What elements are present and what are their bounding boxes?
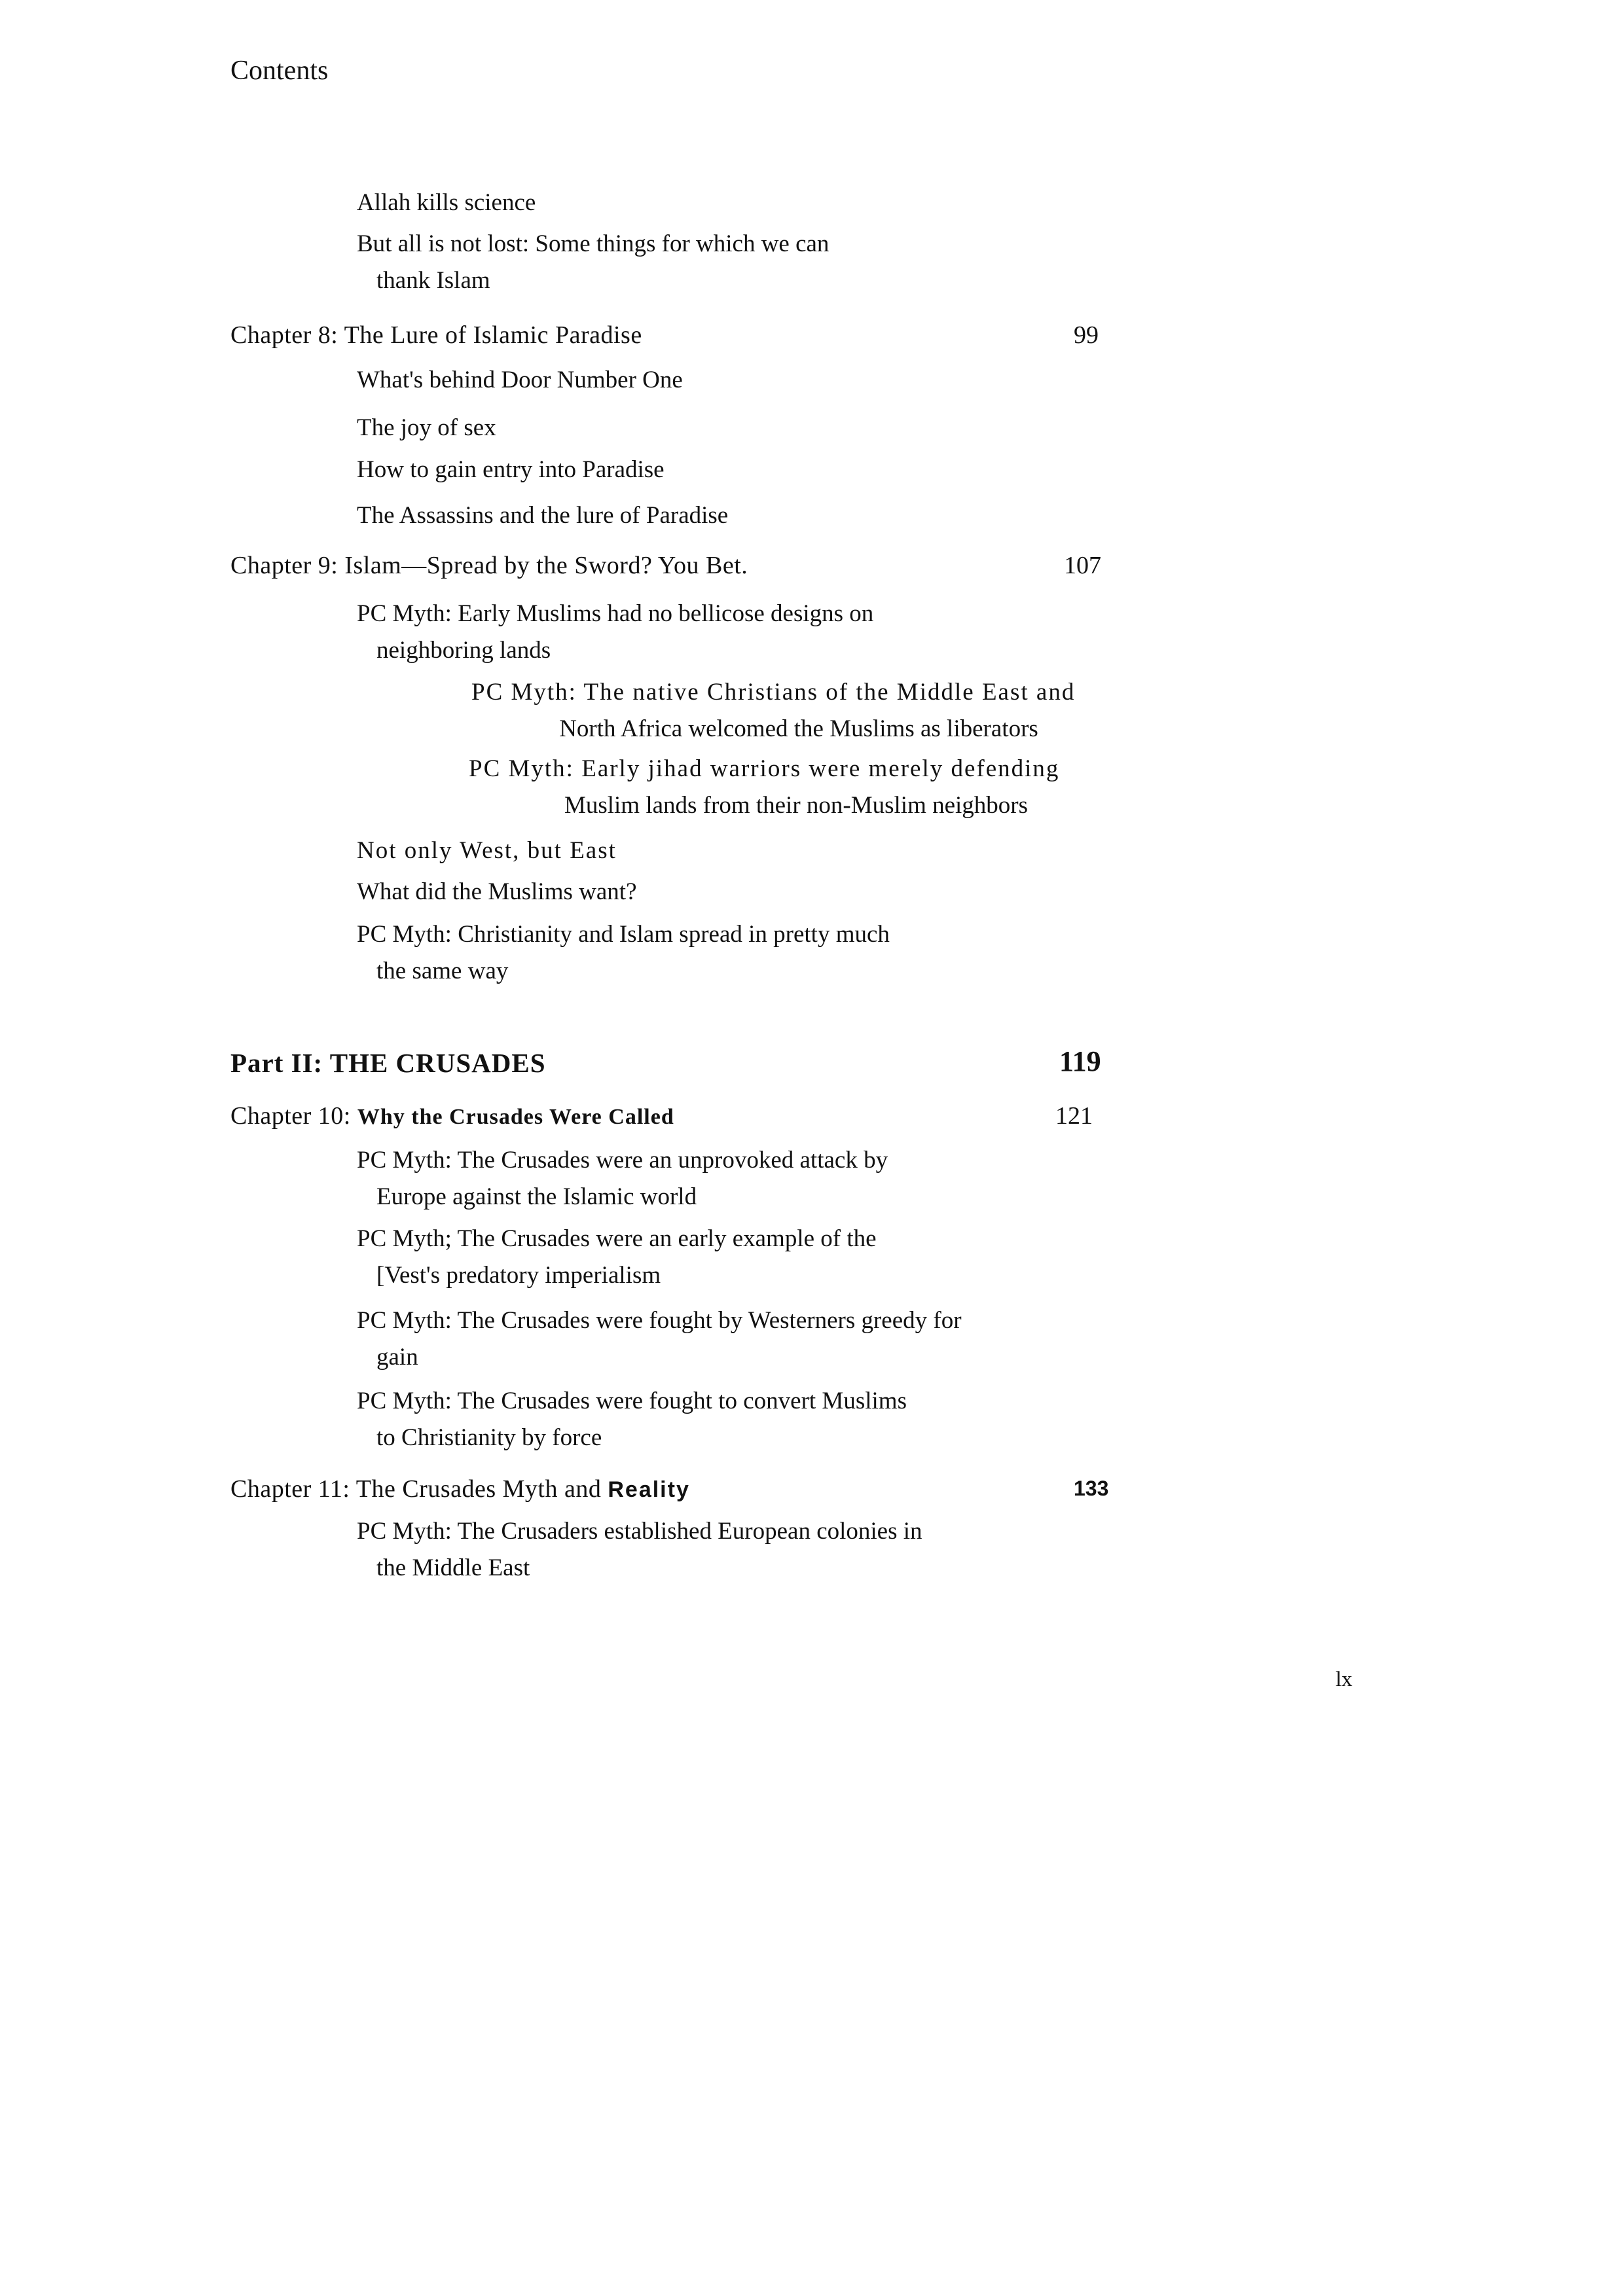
toc-entry bbox=[357, 1383, 907, 1456]
toc-entry-text: PC Myth: Early Muslims had no bellicose designs on bbox=[357, 600, 874, 627]
toc-entry-continuation: the Middle East bbox=[376, 1554, 530, 1581]
chapter-11-title-bold: Reality bbox=[608, 1477, 690, 1502]
chapter-11-title-prefix: Chapter 11: The Crusades Myth and bbox=[230, 1475, 608, 1503]
toc-entry-continuation: the same way bbox=[376, 958, 509, 984]
chapter-10-title bbox=[230, 1102, 674, 1130]
chapter-9-page: 107 bbox=[1064, 552, 1101, 579]
toc-entry bbox=[357, 1221, 877, 1294]
toc-entry-text: The joy of sex bbox=[357, 414, 496, 441]
toc-entry bbox=[357, 916, 890, 990]
chapter-11-page: 133 bbox=[1074, 1477, 1109, 1500]
toc-entry-continuation: [Vest's predatory imperialism bbox=[376, 1262, 661, 1289]
chapter-8-page: 99 bbox=[1074, 321, 1099, 349]
toc-entry-text: But all is not lost: Some things for which we can bbox=[357, 230, 830, 257]
chapter-8-title: Chapter 8: The Lure of Islamic Paradise bbox=[230, 321, 642, 349]
toc-entry-text: PC Myth: The Crusaders established European colonies in bbox=[357, 1518, 922, 1545]
toc-entry-text: PC Myth: The Crusades were fought to convert Muslims bbox=[357, 1388, 907, 1414]
chapter-10-title-prefix: Chapter 10: bbox=[230, 1102, 357, 1130]
chapter-10-title-bold: Why the Crusades Were Called bbox=[357, 1105, 674, 1129]
toc-entry-text: PC Myth: The native Christians of the Middle East and bbox=[471, 679, 1076, 706]
toc-entry-text: PC Myth: Christianity and Islam spread in pretty much bbox=[357, 921, 890, 948]
toc-entry-text: The Assassins and the lure of Paradise bbox=[357, 502, 729, 529]
toc-entry bbox=[357, 596, 873, 669]
running-header: Contents bbox=[230, 56, 329, 86]
part-2-title: Part II: THE CRUSADES bbox=[230, 1048, 546, 1078]
toc-entry-continuation: gain bbox=[376, 1344, 418, 1371]
toc-entry-continuation: Europe against the Islamic world bbox=[376, 1183, 697, 1210]
toc-entry-text: What's behind Door Number One bbox=[357, 367, 683, 393]
toc-entry-continuation: to Christianity by force bbox=[376, 1424, 602, 1451]
toc-entry bbox=[469, 751, 1123, 824]
toc-entry-text: PC Myth: The Crusades were an unprovoked attack by bbox=[357, 1147, 888, 1174]
toc-entry bbox=[357, 185, 536, 221]
part-2-page: 119 bbox=[1059, 1045, 1101, 1077]
page-folio: lx bbox=[1336, 1668, 1353, 1691]
toc-entry bbox=[357, 497, 728, 534]
toc-entry bbox=[357, 226, 829, 299]
toc-entry-text: PC Myth: The Crusades were fought by Westerners greedy for bbox=[357, 1307, 962, 1334]
toc-entry-text: Not only West, but East bbox=[357, 837, 617, 864]
toc-entry-text: PC Myth: Early jihad warriors were merely defending bbox=[469, 755, 1060, 782]
toc-entry-text: How to gain entry into Paradise bbox=[357, 456, 665, 483]
toc-entry bbox=[357, 833, 617, 869]
toc-entry-continuation: neighboring lands bbox=[376, 637, 551, 664]
toc-entry bbox=[357, 452, 665, 488]
toc-entry bbox=[357, 1513, 922, 1587]
chapter-11-title bbox=[230, 1475, 690, 1503]
chapter-9-title: Chapter 9: Islam—Spread by the Sword? You Bet. bbox=[230, 552, 748, 579]
toc-entry-text: Allah kills science bbox=[357, 189, 536, 216]
toc-entry-continuation: North Africa welcomed the Muslims as liberators bbox=[559, 715, 1038, 742]
toc-entry-continuation: Muslim lands from their non-Muslim neighbors bbox=[564, 792, 1029, 819]
toc-entry-text: PC Myth; The Crusades were an early example of the bbox=[357, 1225, 877, 1252]
toc-entry bbox=[357, 1302, 962, 1376]
toc-entry bbox=[357, 1142, 888, 1215]
toc-entry bbox=[357, 410, 496, 446]
chapter-10-page: 121 bbox=[1055, 1102, 1093, 1130]
toc-entry-continuation: thank Islam bbox=[376, 267, 490, 294]
toc-entry-text: What did the Muslims want? bbox=[357, 878, 637, 905]
toc-entry bbox=[357, 362, 683, 399]
toc-entry bbox=[357, 874, 637, 910]
toc-entry bbox=[471, 674, 1126, 747]
